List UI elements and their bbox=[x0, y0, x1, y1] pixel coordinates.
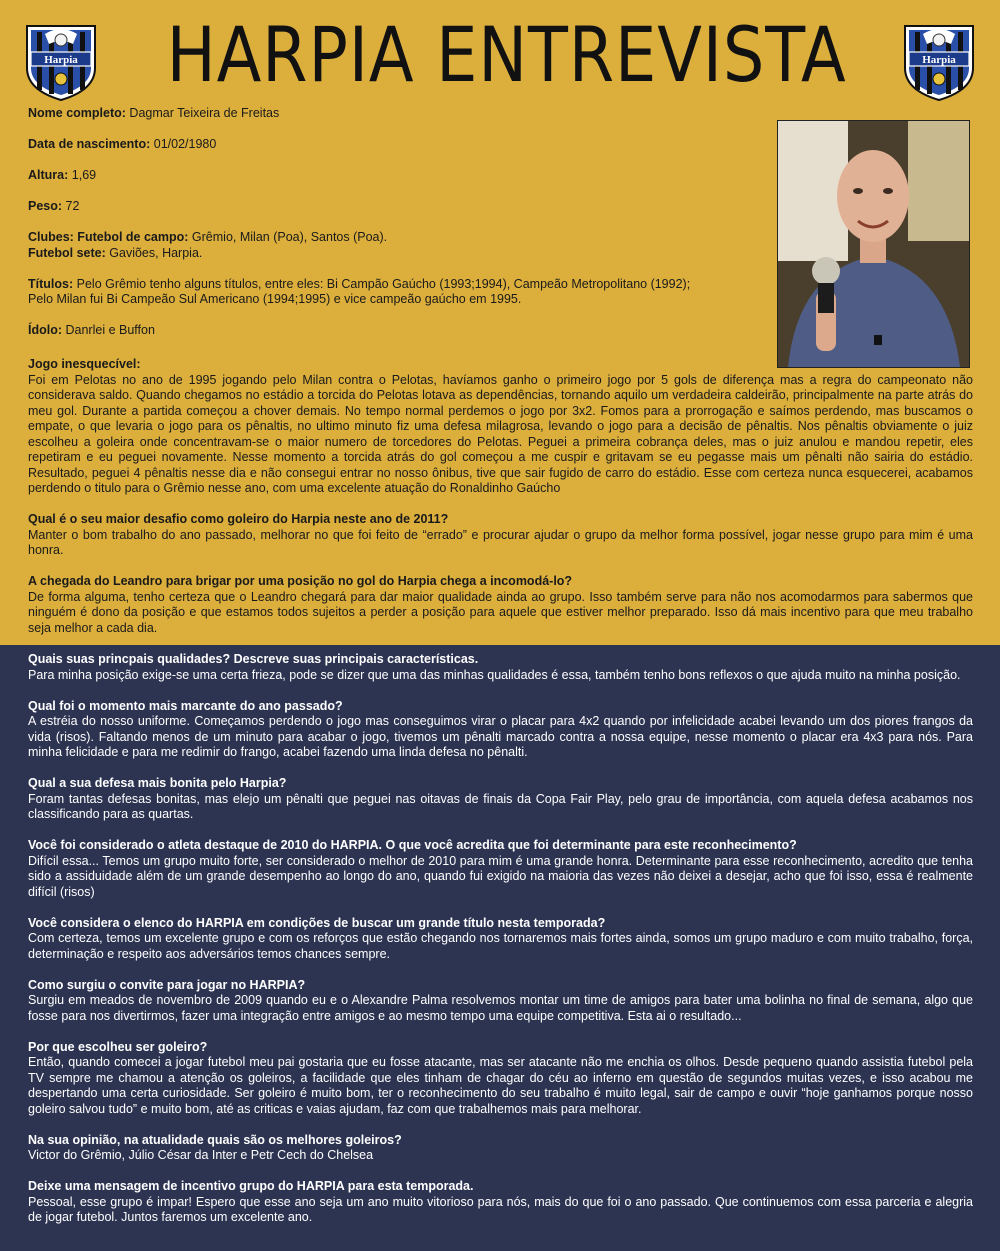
profile-height-row bbox=[28, 168, 773, 184]
qa-block bbox=[28, 1040, 973, 1118]
question: Jogo inesquecível: bbox=[28, 357, 141, 371]
qa-block bbox=[28, 978, 973, 1025]
answer: Para minha posição exige-se uma certa frieza, pode se dizer que uma das minhas qualidades é essa, também tenho bons reflexos o que ajuda muito na minha posição. bbox=[28, 667, 961, 682]
page-title: HARPIA ENTREVISTA bbox=[166, 10, 847, 99]
answer: Com certeza, temos um excelente grupo e com os reforços que estão chegando nos tornaremos mais fortes ainda, somos um grupo maduro e com muito trabalho, força, determinação e respeito aos adversários temos chances sempre. bbox=[28, 931, 973, 961]
qa-block bbox=[28, 916, 973, 963]
question: A chegada do Leandro para brigar por uma posição no gol do Harpia chega a incomodá-lo? bbox=[28, 574, 573, 588]
qa-block bbox=[28, 699, 973, 761]
qa-block bbox=[28, 357, 973, 497]
player-photo bbox=[777, 120, 970, 368]
titles-label: Títulos: bbox=[28, 276, 74, 291]
profile-clubs-row bbox=[28, 230, 773, 246]
seven-value: Gaviões, Harpia. bbox=[109, 245, 203, 260]
qa-block bbox=[28, 776, 973, 823]
profile-weight-row bbox=[28, 199, 773, 215]
question: Você foi considerado o atleta destaque de 2010 do HARPIA. O que você acredita que foi determinante para este reconhecimento? bbox=[28, 838, 797, 852]
question: Deixe uma mensagem de incentivo grupo do HARPIA para esta temporada. bbox=[28, 1179, 474, 1193]
question: Na sua opinião, na atualidade quais são os melhores goleiros? bbox=[28, 1132, 402, 1147]
profile-seven-row bbox=[28, 246, 773, 262]
clubs-value: Grêmio, Milan (Poa), Santos (Poa). bbox=[191, 230, 388, 244]
qa-block bbox=[28, 1179, 973, 1226]
titles-value-2: Pelo Milan fui Bi Campeão Sul Americano (1994;1995) e vice campeão gaúcho em 1995. bbox=[28, 292, 522, 306]
seven-label: Futebol sete: bbox=[28, 245, 106, 260]
question: Quais suas princpais qualidades? Descreve suas principais características. bbox=[28, 652, 479, 666]
top-qa-section bbox=[28, 357, 973, 652]
idol-label: Ídolo: bbox=[28, 323, 63, 337]
answer: Victor do Grêmio, Júlio César da Inter e Petr Cech do Chelsea bbox=[28, 1148, 374, 1162]
question: Como surgiu o convite para jogar no HARPIA? bbox=[28, 977, 306, 992]
harpia-crest-logo-left bbox=[23, 22, 99, 102]
birth-label: Data de nascimento: bbox=[28, 137, 151, 151]
question: Qual foi o momento mais marcante do ano passado? bbox=[28, 698, 343, 713]
birth-value: 01/02/1980 bbox=[153, 137, 217, 151]
name-label: Nome completo: bbox=[28, 106, 126, 120]
question: Por que escolheu ser goleiro? bbox=[28, 1039, 208, 1054]
qa-block bbox=[28, 652, 973, 683]
qa-block bbox=[28, 1133, 973, 1164]
answer: Pessoal, esse grupo é impar! Espero que esse ano seja um ano muito vitorioso para nós, mais do que foi o ano passado. Que continuemos com essa parceria e alegria de jogar futebol. Juntos faremos um excelente ano. bbox=[28, 1194, 973, 1224]
profile-name-row bbox=[28, 106, 773, 122]
answer: Foi em Pelotas no ano de 1995 jogando pelo Milan contra o Pelotas, havíamos ganho o primeiro jogo por 5 gols de diferença mas a regra do campeonato não considerava saldo. Quando chegamos no estádio a torcida do Pelotas lotava as dependências, tornando aquilo um verdadeira caldeirão, principalmente na parte atrás do meu gol. Durante a partida começou a chover demais. No tempo normal perdemos o jogo por 3x2. Fomos para a prorrogação e saímos perdendo, mas buscamos o empate, o que levaria o jogo para os pênaltis, no ultimo minuto fiz uma defesa milagrosa, levando o jogo para a decisão de pênaltis. Nos pênaltis obviamente o juiz escolheu a goleira onde concentravam-se o maior numero de torcedores do Pelotas. Peguei a primeira cobrança deles, mas o juiz anulou e mandou repetir, eles repetiram e eu peguei novamente. Nesse momento a torcida atrás do gol começou a me cuspir e gritavam se eu pegasse mais um pênalti não sairia do estádio. Resultado, peguei 4 pênaltis nesse dia e não consegui entrar no nosso ônibus, tive que sair fugido de carro do estádio. Esse com certeza nunca esquecerei, acabamos perdendo o titulo para o Grêmio nesse ano, com uma excelente atuação do Ronaldinho Gaúcho bbox=[28, 372, 973, 495]
weight-value: 72 bbox=[65, 199, 80, 213]
player-photo-illustration bbox=[778, 121, 969, 367]
profile-birth-row bbox=[28, 137, 773, 153]
answer: Difícil essa... Temos um grupo muito forte, ser considerado o melhor de 2010 para mim é uma grande honra. Determinante para esse reconhecimento, acredito que tenha sido a assiduidade além de um grande desempenho ao longo do ano, quando fui exigido na maioria das vezes não deixei a desejar, acho que foi isso, essa é realmente difícil (risos) bbox=[28, 853, 973, 899]
answer: Então, quando comecei a jogar futebol meu pai gostaria que eu fosse atacante, mas ser atacante não me enchia os olhos. Desde pequeno quando assistia futebol pela TV sempre me chamou a atenção os goleiros, a facilidade que eles tinham de chagar do céu ao inferno em questão de segundos muitas vezes, e isso acabou me despertando uma certa curiosidade. Ser goleiro é muito bom, ter o reconhecimento do seu trabalho é muito legal, sair de campo e ouvir “hoje ganhamos porque nosso goleiro salvou tudo” e muito bom, até as criticas e vaias ajudam, faz com que trabalhemos mais para melhorar. bbox=[28, 1055, 973, 1116]
answer: De forma alguma, tenho certeza que o Leandro chegará para dar maior qualidade ainda ao grupo. Isso também serve para não nos acomodarmos para sabermos que ninguém é dono da posição e que estamos todos sujeitos a perder a posição para aquele que estiver melhor preparado. Isso dá mais incentivo para que meu trabalho seja melhor a cada dia. bbox=[28, 589, 973, 635]
profile-titles-row bbox=[28, 277, 773, 293]
answer: Manter o bom trabalho do ano passado, melhorar no que foi feito de “errado” e procurar ajudar o grupo da melhor forma possível, jogar nesse grupo para mim é uma honra. bbox=[28, 527, 973, 557]
harpia-crest-logo-right bbox=[901, 22, 977, 102]
bottom-qa-section bbox=[28, 652, 973, 1241]
profile-info bbox=[28, 106, 773, 354]
question: Qual é o seu maior desafio como goleiro do Harpia neste ano de 2011? bbox=[28, 512, 449, 526]
profile-idol-row bbox=[28, 323, 773, 339]
answer: Foram tantas defesas bonitas, mas elejo um pênalti que peguei nas oitavas de finais da Copa Fair Play, pelo grau de importância, com aquela defesa acabamos nos classificando para as quartas. bbox=[28, 791, 973, 821]
qa-block bbox=[28, 574, 973, 636]
idol-value: Danrlei e Buffon bbox=[65, 323, 155, 337]
question: Você considera o elenco do HARPIA em condições de buscar um grande título nesta temporada? bbox=[28, 915, 606, 930]
height-value: 1,69 bbox=[71, 168, 97, 182]
qa-block bbox=[28, 512, 973, 559]
weight-label: Peso: bbox=[28, 199, 63, 213]
svg-text:Harpia: Harpia bbox=[922, 54, 956, 66]
svg-text:Harpia: Harpia bbox=[44, 54, 78, 66]
qa-block bbox=[28, 838, 973, 900]
answer: A estréia do nosso uniforme. Começamos perdendo o jogo mas conseguimos virar o placar para 4x2 quando por infelicidade acabei levando um dos piores frangos da vida (risos). Faltando menos de um minuto para acabar o jogo, tivemos um pênalti marcado contra a nossa equipe, nesse momento o placar era 4x3 para nós. Para minha felicidade e para me redimir do frango, acabei fazendo uma linda defesa no pênalti. bbox=[28, 714, 973, 759]
titles-value-1: Pelo Grêmio tenho alguns títulos, entre eles: Bi Campão Gaúcho (1993;1994), Campeão Metropolitano (1992); bbox=[76, 276, 691, 291]
answer: Surgiu em meados de novembro de 2009 quando eu e o Alexandre Palma resolvemos montar um time de amigos para bater uma bolinha no final de semana, algo que fosse para nos divertirmos, fazer uma integração entre amigos e ao mesmo tempo uma equipe competitiva. Esta ai o resultado... bbox=[28, 993, 973, 1023]
profile-titles-row-2 bbox=[28, 292, 773, 308]
question: Qual a sua defesa mais bonita pelo Harpia? bbox=[28, 776, 287, 790]
name-value: Dagmar Teixeira de Freitas bbox=[129, 106, 280, 120]
height-label: Altura: bbox=[28, 168, 69, 182]
clubs-label: Clubes: Futebol de campo: bbox=[28, 230, 189, 244]
